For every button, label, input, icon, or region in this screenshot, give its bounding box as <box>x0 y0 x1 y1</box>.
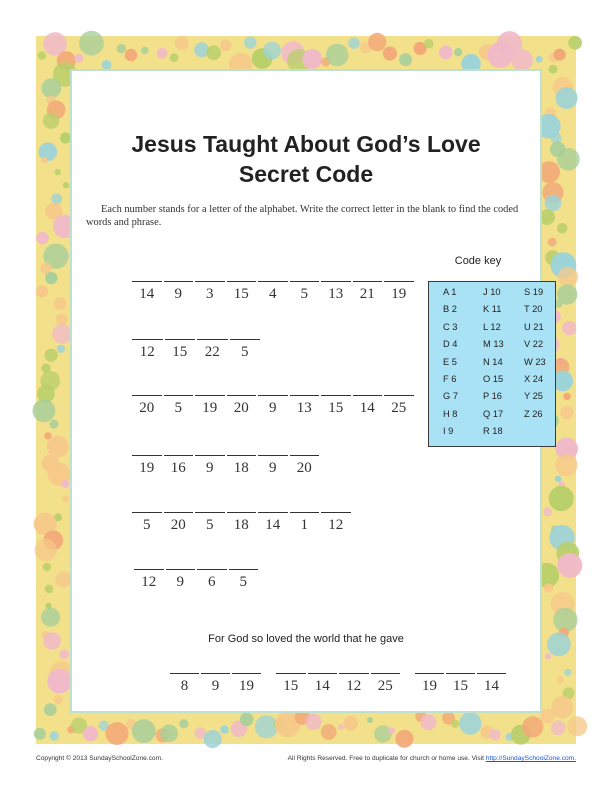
letter-cell <box>163 395 195 417</box>
footer-website-link[interactable]: http://SundaySchoolZone.com. <box>485 755 576 762</box>
letter-cell <box>476 673 507 695</box>
code-number: 5 <box>174 400 182 416</box>
letter-cell <box>194 455 226 477</box>
footer-rights-text: All Rights Reserved. Free to duplicate for church or home use. Visit <box>287 755 484 762</box>
polka-dot <box>556 87 578 109</box>
polka-dot <box>321 724 337 740</box>
polka-dot <box>55 571 71 587</box>
polka-dot <box>41 608 60 627</box>
code-key-entry: H 8 <box>443 408 458 419</box>
letter-cell <box>352 281 384 303</box>
polka-dot <box>557 553 582 578</box>
letter-cell <box>169 673 200 695</box>
polka-dot <box>63 182 69 188</box>
polka-dot <box>343 716 358 731</box>
letter-cell <box>289 455 321 477</box>
letter-blank[interactable] <box>321 281 351 282</box>
code-key-entry: S 19 <box>524 287 544 297</box>
polka-dot <box>47 436 69 458</box>
polka-dot <box>374 725 391 742</box>
code-number: 12 <box>139 344 155 360</box>
code-number: 20 <box>233 400 249 416</box>
letter-blank[interactable] <box>230 339 261 340</box>
letter-cell <box>131 281 163 303</box>
polka-dot <box>522 716 543 737</box>
letter-cell <box>228 569 260 591</box>
letter-blank[interactable] <box>164 512 194 513</box>
polka-dot <box>424 39 434 49</box>
code-key-column-2 <box>483 284 504 441</box>
polka-dot <box>554 49 566 61</box>
polka-dot <box>539 209 555 225</box>
letter-blank[interactable] <box>164 395 194 396</box>
polka-dot <box>557 676 564 683</box>
worksheet-title: Jesus Taught About God’s Love <box>131 131 481 157</box>
letter-blank[interactable] <box>415 673 444 674</box>
code-number: 5 <box>241 344 249 360</box>
letter-blank[interactable] <box>134 569 164 570</box>
letter-cell <box>231 673 262 695</box>
polka-dot <box>388 727 395 734</box>
polka-dot <box>206 45 221 60</box>
letter-cell <box>320 395 352 417</box>
polka-dot <box>179 719 188 728</box>
letter-cell <box>226 455 258 477</box>
code-number: 19 <box>422 678 437 694</box>
polka-dot <box>555 454 577 476</box>
code-key-entry: Z 26 <box>524 408 543 419</box>
letter-cell <box>131 512 163 534</box>
polka-dot <box>305 714 321 730</box>
code-number: 15 <box>328 400 344 416</box>
polka-dot <box>220 40 231 51</box>
polka-dot <box>102 60 112 70</box>
code-key-entry: F 6 <box>443 373 457 384</box>
code-key-entry: E 5 <box>443 356 457 367</box>
polka-dot <box>302 49 322 69</box>
polka-dot <box>545 195 562 212</box>
code-number: 15 <box>453 678 468 694</box>
polka-dot <box>549 65 558 74</box>
polka-dot <box>454 48 462 56</box>
code-number: 16 <box>170 460 186 476</box>
letter-cell <box>194 512 226 534</box>
polka-dot <box>38 51 46 59</box>
letter-cell <box>163 281 195 303</box>
polka-dot <box>557 223 568 234</box>
code-number: 9 <box>174 286 182 302</box>
code-number: 13 <box>328 286 344 302</box>
letter-cell <box>338 673 370 695</box>
letter-blank[interactable] <box>276 673 306 674</box>
letter-blank[interactable] <box>229 569 259 570</box>
letter-cell <box>163 512 195 534</box>
polka-dot <box>157 48 168 59</box>
letter-cell <box>165 569 197 591</box>
letter-cell <box>383 395 415 417</box>
polka-dot <box>175 36 189 50</box>
code-number: 18 <box>233 460 249 476</box>
letter-blank[interactable] <box>258 281 288 282</box>
polka-dot <box>59 649 69 659</box>
letter-blank[interactable] <box>308 673 338 674</box>
code-key-entry: T 20 <box>524 304 543 315</box>
polka-dot <box>560 406 574 420</box>
polka-dot <box>557 148 580 171</box>
polka-dot <box>141 47 149 55</box>
polka-dot <box>50 420 59 429</box>
code-number: 20 <box>139 400 155 416</box>
code-key-entry: L 12 <box>483 321 501 332</box>
code-key-entry: B 2 <box>443 304 457 315</box>
polka-dot <box>439 46 453 60</box>
code-number: 15 <box>172 344 188 360</box>
code-key-entry: O 15 <box>483 373 504 384</box>
letter-cell <box>352 395 384 417</box>
letter-cell <box>289 395 321 417</box>
polka-dot <box>132 719 156 743</box>
code-key-entry: K 11 <box>483 304 502 315</box>
code-key-box <box>428 281 556 447</box>
polka-dot <box>43 113 59 129</box>
code-number: 21 <box>359 286 375 302</box>
letter-blank[interactable] <box>384 281 414 282</box>
letter-blank[interactable] <box>290 455 320 456</box>
letter-blank[interactable] <box>165 339 196 340</box>
letter-blank[interactable] <box>258 455 288 456</box>
letter-cell <box>226 395 258 417</box>
footer-rights <box>288 755 576 762</box>
polka-dot <box>41 157 47 163</box>
worksheet-subtitle: Secret Code <box>238 161 374 187</box>
polka-dot <box>45 585 53 593</box>
polka-dot <box>56 314 68 326</box>
code-number: 14 <box>484 678 499 694</box>
letter-blank[interactable] <box>446 673 475 674</box>
letter-blank[interactable] <box>290 395 320 396</box>
polka-dot <box>39 143 58 162</box>
code-number: 15 <box>233 286 249 302</box>
code-key-entry: D 4 <box>443 339 458 350</box>
letter-blank[interactable] <box>353 395 383 396</box>
polka-dot <box>568 36 582 50</box>
letter-cell <box>133 569 165 591</box>
code-key-column-3 <box>524 284 546 423</box>
code-number: 14 <box>314 678 330 694</box>
letter-cell <box>370 673 402 695</box>
letter-blank[interactable] <box>290 281 320 282</box>
polka-dot <box>564 669 571 676</box>
code-number: 5 <box>206 517 214 533</box>
letter-blank[interactable] <box>201 673 230 674</box>
letter-cell <box>257 281 289 303</box>
polka-dot <box>395 730 413 748</box>
polka-dot <box>511 49 533 71</box>
code-key-entry: C 3 <box>443 321 458 332</box>
code-key-entry: G 7 <box>443 391 458 402</box>
polka-dot <box>451 720 459 728</box>
code-key-column-1 <box>443 284 458 441</box>
code-key-entry: N 14 <box>483 356 503 367</box>
polka-dot <box>44 703 57 716</box>
code-number: 19 <box>391 286 407 302</box>
code-number: 20 <box>296 460 312 476</box>
letter-blank[interactable] <box>195 512 225 513</box>
code-key-entry: V 22 <box>524 339 544 350</box>
letter-blank[interactable] <box>227 512 257 513</box>
letter-cell <box>200 673 231 695</box>
polka-dot <box>545 653 551 659</box>
letter-cell <box>226 281 258 303</box>
letter-cell <box>163 455 195 477</box>
polka-dot <box>536 56 543 63</box>
code-number: 5 <box>143 517 151 533</box>
letter-blank[interactable] <box>195 281 225 282</box>
code-number: 5 <box>300 286 308 302</box>
polka-dot <box>62 480 70 488</box>
code-number: 14 <box>265 517 281 533</box>
letter-cell <box>289 281 321 303</box>
letter-cell <box>196 569 228 591</box>
letter-blank[interactable] <box>258 395 288 396</box>
polka-dot <box>117 44 126 53</box>
code-number: 9 <box>206 460 214 476</box>
code-key-entry: W 23 <box>524 356 546 367</box>
code-number: 25 <box>377 678 393 694</box>
letter-cell <box>257 395 289 417</box>
polka-dot <box>49 731 59 741</box>
polka-dot <box>544 583 553 592</box>
letter-cell <box>164 339 197 361</box>
code-key-entry: Q 17 <box>483 408 504 419</box>
code-key-entry: R 18 <box>483 426 503 437</box>
letter-cell <box>445 673 476 695</box>
letter-blank[interactable] <box>166 569 196 570</box>
code-key-entry: U 21 <box>524 321 544 332</box>
letter-blank[interactable] <box>164 281 194 282</box>
code-key-entry: A 1 <box>443 287 457 297</box>
code-number: 18 <box>233 517 249 533</box>
code-key-entry: J 10 <box>483 287 501 297</box>
letter-blank[interactable] <box>164 455 194 456</box>
letter-blank[interactable] <box>197 339 228 340</box>
letter-cell <box>289 512 321 534</box>
letter-blank[interactable] <box>227 395 257 396</box>
polka-dot <box>74 54 83 63</box>
letter-blank[interactable] <box>227 455 257 456</box>
code-number: 14 <box>139 286 155 302</box>
letter-cell <box>257 455 289 477</box>
letter-blank[interactable] <box>477 673 506 674</box>
polka-dot <box>47 669 72 694</box>
polka-dot <box>563 393 570 400</box>
code-number: 9 <box>176 574 184 590</box>
code-number: 4 <box>269 286 277 302</box>
letter-cell <box>194 395 226 417</box>
polka-dot <box>338 724 344 730</box>
polka-dot <box>555 476 561 482</box>
letter-blank[interactable] <box>132 339 163 340</box>
code-key-entry: Y 25 <box>524 391 543 402</box>
code-number: 5 <box>239 574 247 590</box>
code-number: 19 <box>239 678 254 694</box>
polka-dot <box>548 238 557 247</box>
letter-blank[interactable] <box>170 673 199 674</box>
decorative-dot-border <box>36 36 576 744</box>
letter-blank[interactable] <box>232 673 261 674</box>
letter-cell <box>194 281 226 303</box>
polka-dot <box>567 716 587 736</box>
letter-cell <box>320 512 352 534</box>
polka-dot <box>547 633 571 657</box>
code-number: 13 <box>296 400 312 416</box>
polka-dot <box>83 726 98 741</box>
code-number: 9 <box>211 678 220 694</box>
polka-dot <box>551 696 573 718</box>
polka-dot <box>45 349 58 362</box>
letter-cell <box>226 512 258 534</box>
polka-dot <box>41 78 61 98</box>
polka-dot <box>35 539 57 561</box>
polka-dot <box>326 44 349 67</box>
letter-blank[interactable] <box>132 455 162 456</box>
letter-cell <box>229 339 262 361</box>
code-number: 12 <box>328 517 344 533</box>
letter-blank[interactable] <box>339 673 369 674</box>
letter-cell <box>414 673 445 695</box>
letter-cell <box>383 281 415 303</box>
letter-blank[interactable] <box>132 395 162 396</box>
polka-dot <box>79 31 104 56</box>
letter-blank[interactable] <box>132 512 162 513</box>
polka-dot <box>459 712 481 734</box>
polka-dot <box>60 133 71 144</box>
code-number: 20 <box>170 517 186 533</box>
letter-blank[interactable] <box>384 395 414 396</box>
letter-blank[interactable] <box>321 512 351 513</box>
code-key-entry: P 16 <box>483 391 502 402</box>
letter-blank[interactable] <box>227 281 257 282</box>
code-number: 3 <box>206 286 214 302</box>
polka-dot <box>33 399 56 422</box>
code-key-entry: M 13 <box>483 339 504 350</box>
code-key-entry: I 9 <box>443 426 454 437</box>
polka-dot <box>399 53 412 66</box>
polka-dot <box>160 725 178 743</box>
code-number: 9 <box>269 400 277 416</box>
polka-dot <box>34 728 46 740</box>
polka-dot <box>538 161 560 183</box>
polka-dot <box>45 272 57 284</box>
polka-dot <box>551 721 566 736</box>
letter-blank[interactable] <box>321 395 351 396</box>
polka-dot <box>562 321 576 335</box>
letter-blank[interactable] <box>371 673 401 674</box>
polka-dot <box>240 713 254 727</box>
code-number: 1 <box>300 517 308 533</box>
letter-cell <box>196 339 229 361</box>
polka-dot <box>43 632 61 650</box>
polka-dot <box>125 49 138 62</box>
polka-dot <box>106 722 129 745</box>
footer-copyright: Copyright © 2013 SundaySchoolZone.com. <box>36 755 163 762</box>
polka-dot <box>220 725 228 733</box>
polka-dot <box>53 695 63 705</box>
letter-blank[interactable] <box>290 512 320 513</box>
polka-dot <box>62 496 69 503</box>
letter-cell <box>307 673 339 695</box>
code-number: 12 <box>346 678 362 694</box>
polka-dot <box>244 36 256 48</box>
code-key-title: Code key <box>454 255 502 267</box>
letter-cell <box>320 281 352 303</box>
polka-dot <box>36 232 49 245</box>
polka-dot <box>367 717 373 723</box>
code-number: 9 <box>269 460 277 476</box>
letter-blank[interactable] <box>195 455 225 456</box>
polka-dot <box>57 345 65 353</box>
worksheet-panel <box>72 71 546 711</box>
polka-dot <box>348 37 360 49</box>
polka-dot <box>43 563 51 571</box>
polka-dot <box>489 729 500 740</box>
polka-dot <box>36 285 48 297</box>
letter-cell <box>257 512 289 534</box>
polka-dot <box>421 714 437 730</box>
code-number: 6 <box>208 574 216 590</box>
polka-dot <box>55 169 61 175</box>
polka-dot <box>54 297 67 310</box>
polka-dot <box>549 486 574 511</box>
polka-dot <box>368 33 386 51</box>
code-number: 14 <box>359 400 375 416</box>
phrase-text: For God so loved the world that he gave <box>208 633 404 645</box>
letter-blank[interactable] <box>132 281 162 282</box>
polka-dot <box>558 267 578 287</box>
polka-dot <box>383 46 397 60</box>
letter-cell <box>131 339 164 361</box>
letter-cell <box>131 395 163 417</box>
code-number: 19 <box>202 400 218 416</box>
code-key-entry: X 24 <box>524 373 544 384</box>
code-number: 8 <box>180 678 189 694</box>
letter-blank[interactable] <box>258 512 288 513</box>
instructions-text: Each number stands for a letter of the alphabet. Write the correct letter in the blank to find the coded words and phrase. <box>86 204 519 228</box>
letter-blank[interactable] <box>195 395 225 396</box>
polka-dot <box>52 324 72 344</box>
polka-dot <box>263 42 281 60</box>
polka-dot <box>204 730 222 748</box>
code-number: 15 <box>283 678 299 694</box>
polka-dot <box>543 507 552 516</box>
code-number: 19 <box>139 460 155 476</box>
polka-dot <box>170 53 179 62</box>
code-number: 25 <box>391 400 407 416</box>
code-number: 12 <box>141 574 157 590</box>
letter-cell <box>131 455 163 477</box>
letter-blank[interactable] <box>197 569 227 570</box>
code-number: 22 <box>204 344 220 360</box>
letter-blank[interactable] <box>353 281 383 282</box>
letter-cell <box>275 673 307 695</box>
